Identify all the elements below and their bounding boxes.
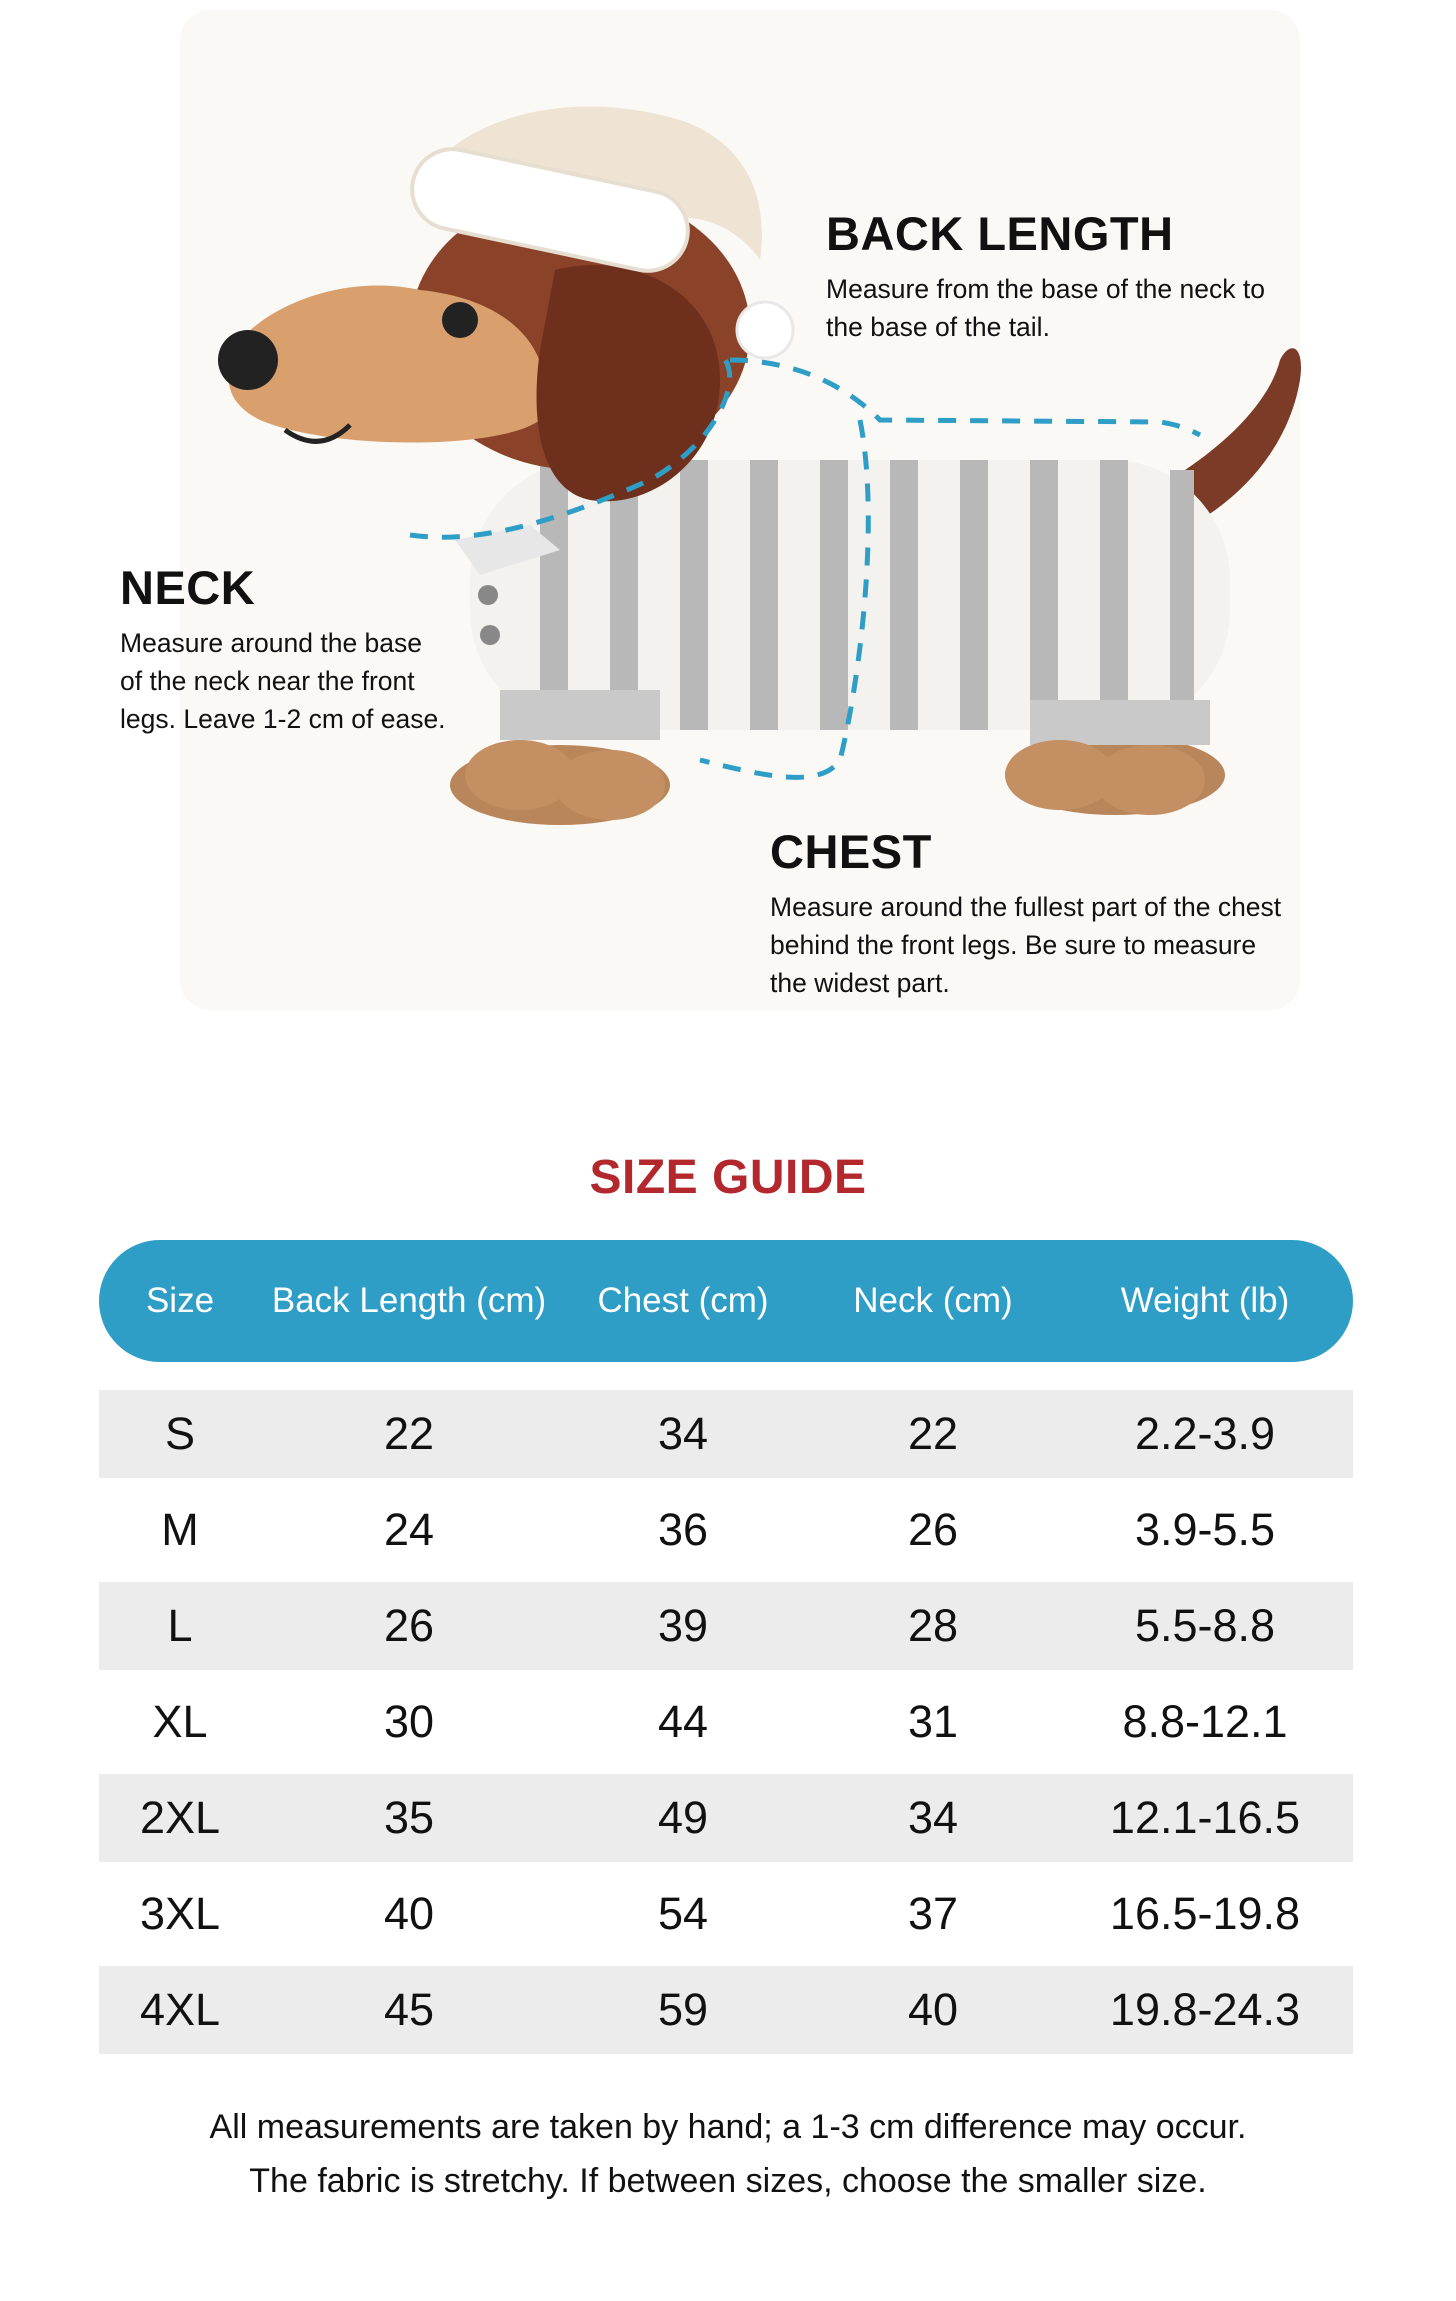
cell-size: 4XL xyxy=(139,1984,221,2035)
header-chest: Chest (cm) xyxy=(597,1281,769,1320)
cell-neck: 22 xyxy=(907,1408,959,1459)
cell-weight: 19.8-24.3 xyxy=(1109,1984,1301,2035)
neck-callout xyxy=(120,562,450,738)
header-neck: Neck (cm) xyxy=(853,1281,1013,1320)
cell-size: L xyxy=(167,1600,193,1651)
table-row xyxy=(99,1486,1353,1574)
cell-chest: 36 xyxy=(657,1504,709,1555)
table-row xyxy=(99,1582,1353,1670)
back-length-callout xyxy=(826,208,1296,346)
chest-description: Measure around the fullest part of the chest behind the front legs. Be sure to measure the widest part. xyxy=(770,891,1282,998)
table-row xyxy=(99,1678,1353,1766)
cell-weight: 2.2-3.9 xyxy=(1134,1408,1276,1459)
cell-back-length: 22 xyxy=(383,1408,435,1459)
table-row xyxy=(99,1390,1353,1478)
cell-size: 2XL xyxy=(139,1792,221,1843)
cell-neck: 40 xyxy=(907,1984,959,2035)
cell-neck: 31 xyxy=(907,1696,959,1747)
cell-weight: 5.5-8.8 xyxy=(1134,1600,1276,1651)
cell-chest: 59 xyxy=(657,1984,709,2035)
cell-neck: 28 xyxy=(907,1600,959,1651)
cell-neck: 34 xyxy=(907,1792,959,1843)
size-table-header xyxy=(99,1240,1353,1362)
table-row xyxy=(99,1870,1353,1958)
cell-weight: 16.5-19.8 xyxy=(1109,1888,1301,1939)
cell-size: S xyxy=(164,1408,195,1459)
cell-chest: 54 xyxy=(657,1888,709,1939)
header-back-length: Back Length (cm) xyxy=(271,1281,547,1320)
cell-back-length: 24 xyxy=(383,1504,435,1555)
cell-size: 3XL xyxy=(139,1888,221,1939)
footer-line-1: All measurements are taken by hand; a 1-3 cm difference may occur. xyxy=(209,2108,1247,2146)
footer-line-2: The fabric is stretchy. If between sizes, choose the smaller size. xyxy=(249,2162,1207,2200)
cell-chest: 44 xyxy=(657,1696,709,1747)
cell-neck: 37 xyxy=(907,1888,959,1939)
cell-chest: 39 xyxy=(657,1600,709,1651)
neck-description: Measure around the base of the neck near the front legs. Leave 1-2 cm of ease. xyxy=(120,627,446,734)
footer-note xyxy=(0,2100,1456,2208)
header-weight: Weight (lb) xyxy=(1120,1281,1290,1320)
size-guide-title: SIZE GUIDE xyxy=(589,1151,867,1204)
cell-back-length: 35 xyxy=(383,1792,435,1843)
header-size: Size xyxy=(145,1281,215,1320)
cell-size: M xyxy=(161,1504,199,1555)
table-row xyxy=(99,1774,1353,1862)
cell-weight: 12.1-16.5 xyxy=(1109,1792,1301,1843)
cell-chest: 34 xyxy=(657,1408,709,1459)
cell-neck: 26 xyxy=(907,1504,959,1555)
cell-size: XL xyxy=(152,1696,208,1747)
cell-chest: 49 xyxy=(657,1792,709,1843)
table-row xyxy=(99,1966,1353,2054)
cell-back-length: 26 xyxy=(383,1600,435,1651)
neck-title: NECK xyxy=(120,561,256,614)
cell-weight: 8.8-12.1 xyxy=(1122,1696,1288,1747)
cell-back-length: 30 xyxy=(383,1696,435,1747)
chest-title: CHEST xyxy=(770,825,932,878)
cell-back-length: 40 xyxy=(383,1888,435,1939)
back-length-title: BACK LENGTH xyxy=(826,207,1174,260)
chest-callout xyxy=(770,826,1290,1002)
size-table-body xyxy=(99,1390,1353,2062)
cell-weight: 3.9-5.5 xyxy=(1134,1504,1276,1555)
back-length-description: Measure from the base of the neck to the base of the tail. xyxy=(826,273,1265,342)
cell-back-length: 45 xyxy=(383,1984,435,2035)
